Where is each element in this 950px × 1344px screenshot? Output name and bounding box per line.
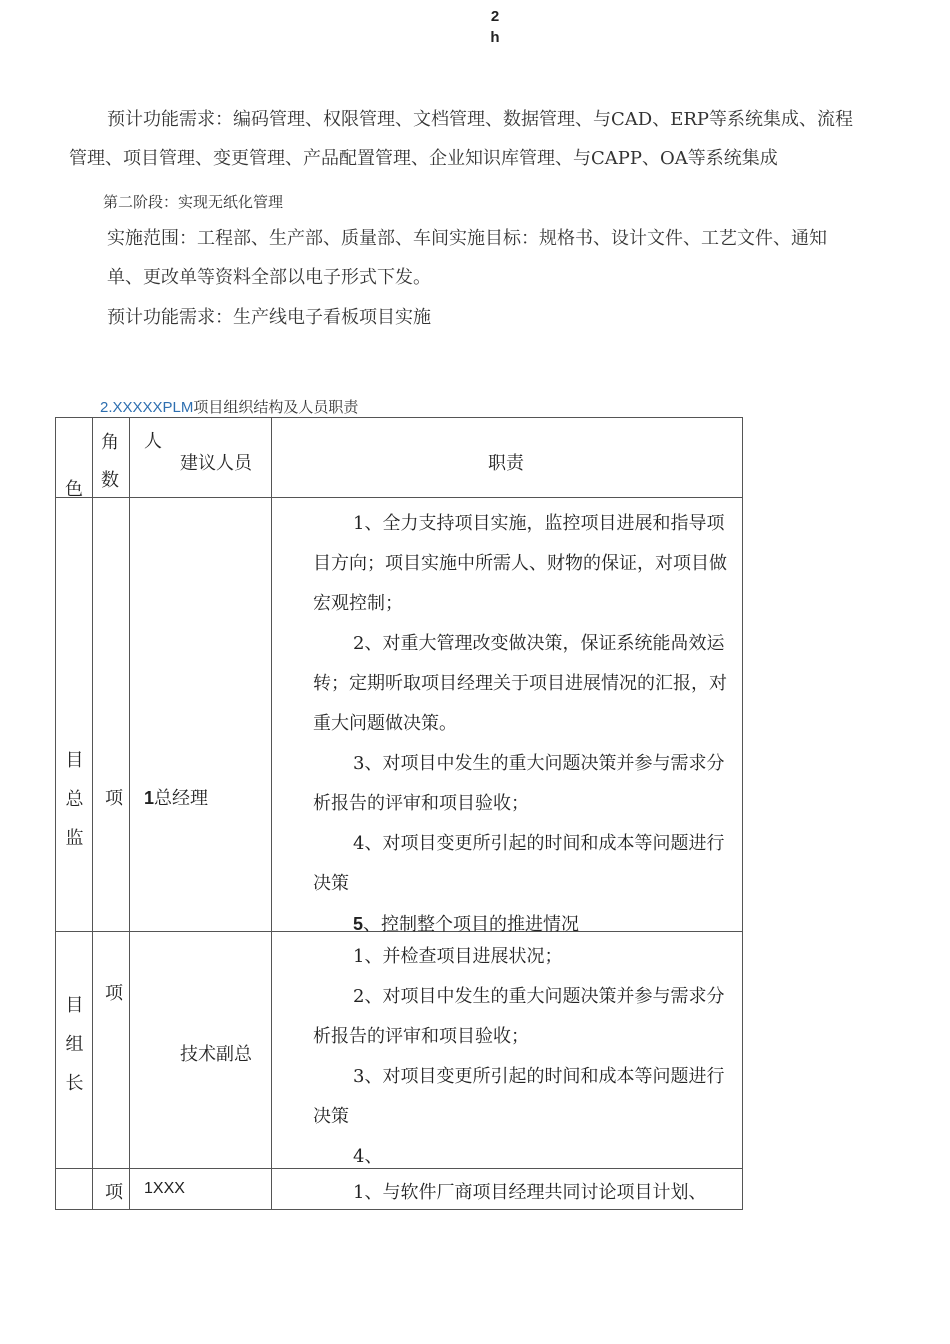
org-structure-table: [55, 417, 743, 1210]
row2-count: [93, 932, 130, 1169]
responsibility-item: 4、对项目变更所引起的时间和成本等问题进行决策: [313, 833, 725, 894]
row1-person-label: [144, 784, 208, 810]
row1-count: [93, 498, 130, 932]
row2-person-label: 技术副总: [180, 1044, 252, 1065]
row2-count-label: 项: [105, 983, 123, 1004]
responsibility-item: 5、控制整个项目的推进情况: [353, 914, 580, 935]
page-number-line2: h: [490, 29, 500, 46]
row1-role-char: 目: [65, 750, 84, 771]
header-count-line2: 数: [101, 470, 119, 491]
row3-person-label: 1XXX: [144, 1180, 185, 1197]
section-caption: [100, 396, 358, 417]
paragraph-3: 预计功能需求：生产线电子看板项目实施: [107, 307, 431, 328]
section-number: 2.XXXXXPLM: [100, 399, 194, 416]
row2-role-char: 长: [65, 1073, 84, 1094]
table-header-row: [56, 418, 743, 498]
responsibility-item: 4、: [353, 1146, 383, 1167]
row2-person: [130, 932, 272, 1169]
row3-responsibility-text: 1、与软件厂商项目经理共同讨论项目计划、: [353, 1182, 707, 1203]
responsibility-item: 3、对项目变更所引起的时间和成本等问题进行决策: [313, 1066, 725, 1127]
row1-person-number: 1: [144, 788, 155, 808]
row1-person-name: 总经理: [154, 788, 209, 809]
page-number-line1: 2: [490, 8, 500, 25]
stage-two-heading: 第二阶段：实现无纸化管理: [103, 193, 284, 211]
row2-role: [56, 932, 93, 1169]
paragraph-2-line-2: 单、更改单等资料全部以电子形式下发。: [107, 267, 431, 288]
header-role: [56, 418, 93, 498]
table-row: [56, 1169, 743, 1210]
header-count: [93, 418, 130, 498]
row2-role-char: 目: [65, 995, 84, 1016]
row3-person: [130, 1169, 272, 1210]
row1-responsibility-text: [313, 504, 734, 945]
row1-role: [56, 498, 93, 932]
header-responsibility-label: 职责: [488, 453, 524, 474]
section-title: 项目组织结构及人员职责: [193, 398, 359, 416]
row1-person: [130, 498, 272, 932]
paragraph-1-line-2: 管理、项目管理、变更管理、产品配置管理、企业知识库管理、与CAPP、OA等系统集成: [69, 148, 778, 169]
row1-role-char: 监: [65, 828, 84, 849]
responsibility-item: 2、对重大管理改变做决策，保证系统能咼效运转；定期听取项目经理关于项目进展情况的汇报，对重大问题做决策。: [313, 633, 727, 734]
header-person: [130, 418, 272, 498]
row3-count-label: 项: [105, 1182, 123, 1203]
header-role-label: 色: [65, 479, 83, 500]
row3-role: [56, 1169, 93, 1210]
responsibility-text: 控制整个项目的推进情况: [381, 914, 580, 935]
responsibility-item: 1、全力支持项目实施，监控项目进展和指导项目方向；项目实施中所需人、财物的保证，对项目做宏观控制；: [313, 513, 727, 614]
row2-responsibility-text: [313, 937, 734, 1177]
responsibility-item: 2、对项目中发生的重大问题决策并参与需求分析报告的评审和项目验收；: [313, 986, 725, 1047]
header-person-top: 人: [144, 431, 162, 452]
row3-responsibility: [272, 1169, 743, 1210]
row1-role-char: 总: [65, 789, 84, 810]
row1-responsibility: [272, 498, 743, 935]
header-count-line1: 角: [101, 432, 119, 453]
row1-count-label: 项: [105, 788, 123, 809]
responsibility-item: 1、并检查项目进展状况；: [353, 946, 563, 967]
paragraph-1-line-1: 预计功能需求：编码管理、权限管理、文档管理、数据管理、与CAD、ERP等系统集成、流程: [107, 109, 854, 130]
table-row: [56, 498, 743, 932]
row3-count: [93, 1169, 130, 1210]
responsibility-number: 5: [353, 914, 364, 934]
header-responsibility: [272, 418, 743, 498]
paragraph-2-line-1: 实施范围：工程部、生产部、质量部、车间实施目标：规格书、设计文件、工艺文件、通知: [107, 228, 827, 249]
header-person-label: 建议人员: [180, 453, 252, 474]
page-number: [0, 6, 950, 48]
row2-role-char: 组: [65, 1034, 84, 1055]
responsibility-item: 3、对项目中发生的重大问题决策并参与需求分析报告的评审和项目验收；: [313, 753, 725, 814]
row2-responsibility: [272, 932, 743, 1169]
table-row: [56, 932, 743, 1169]
